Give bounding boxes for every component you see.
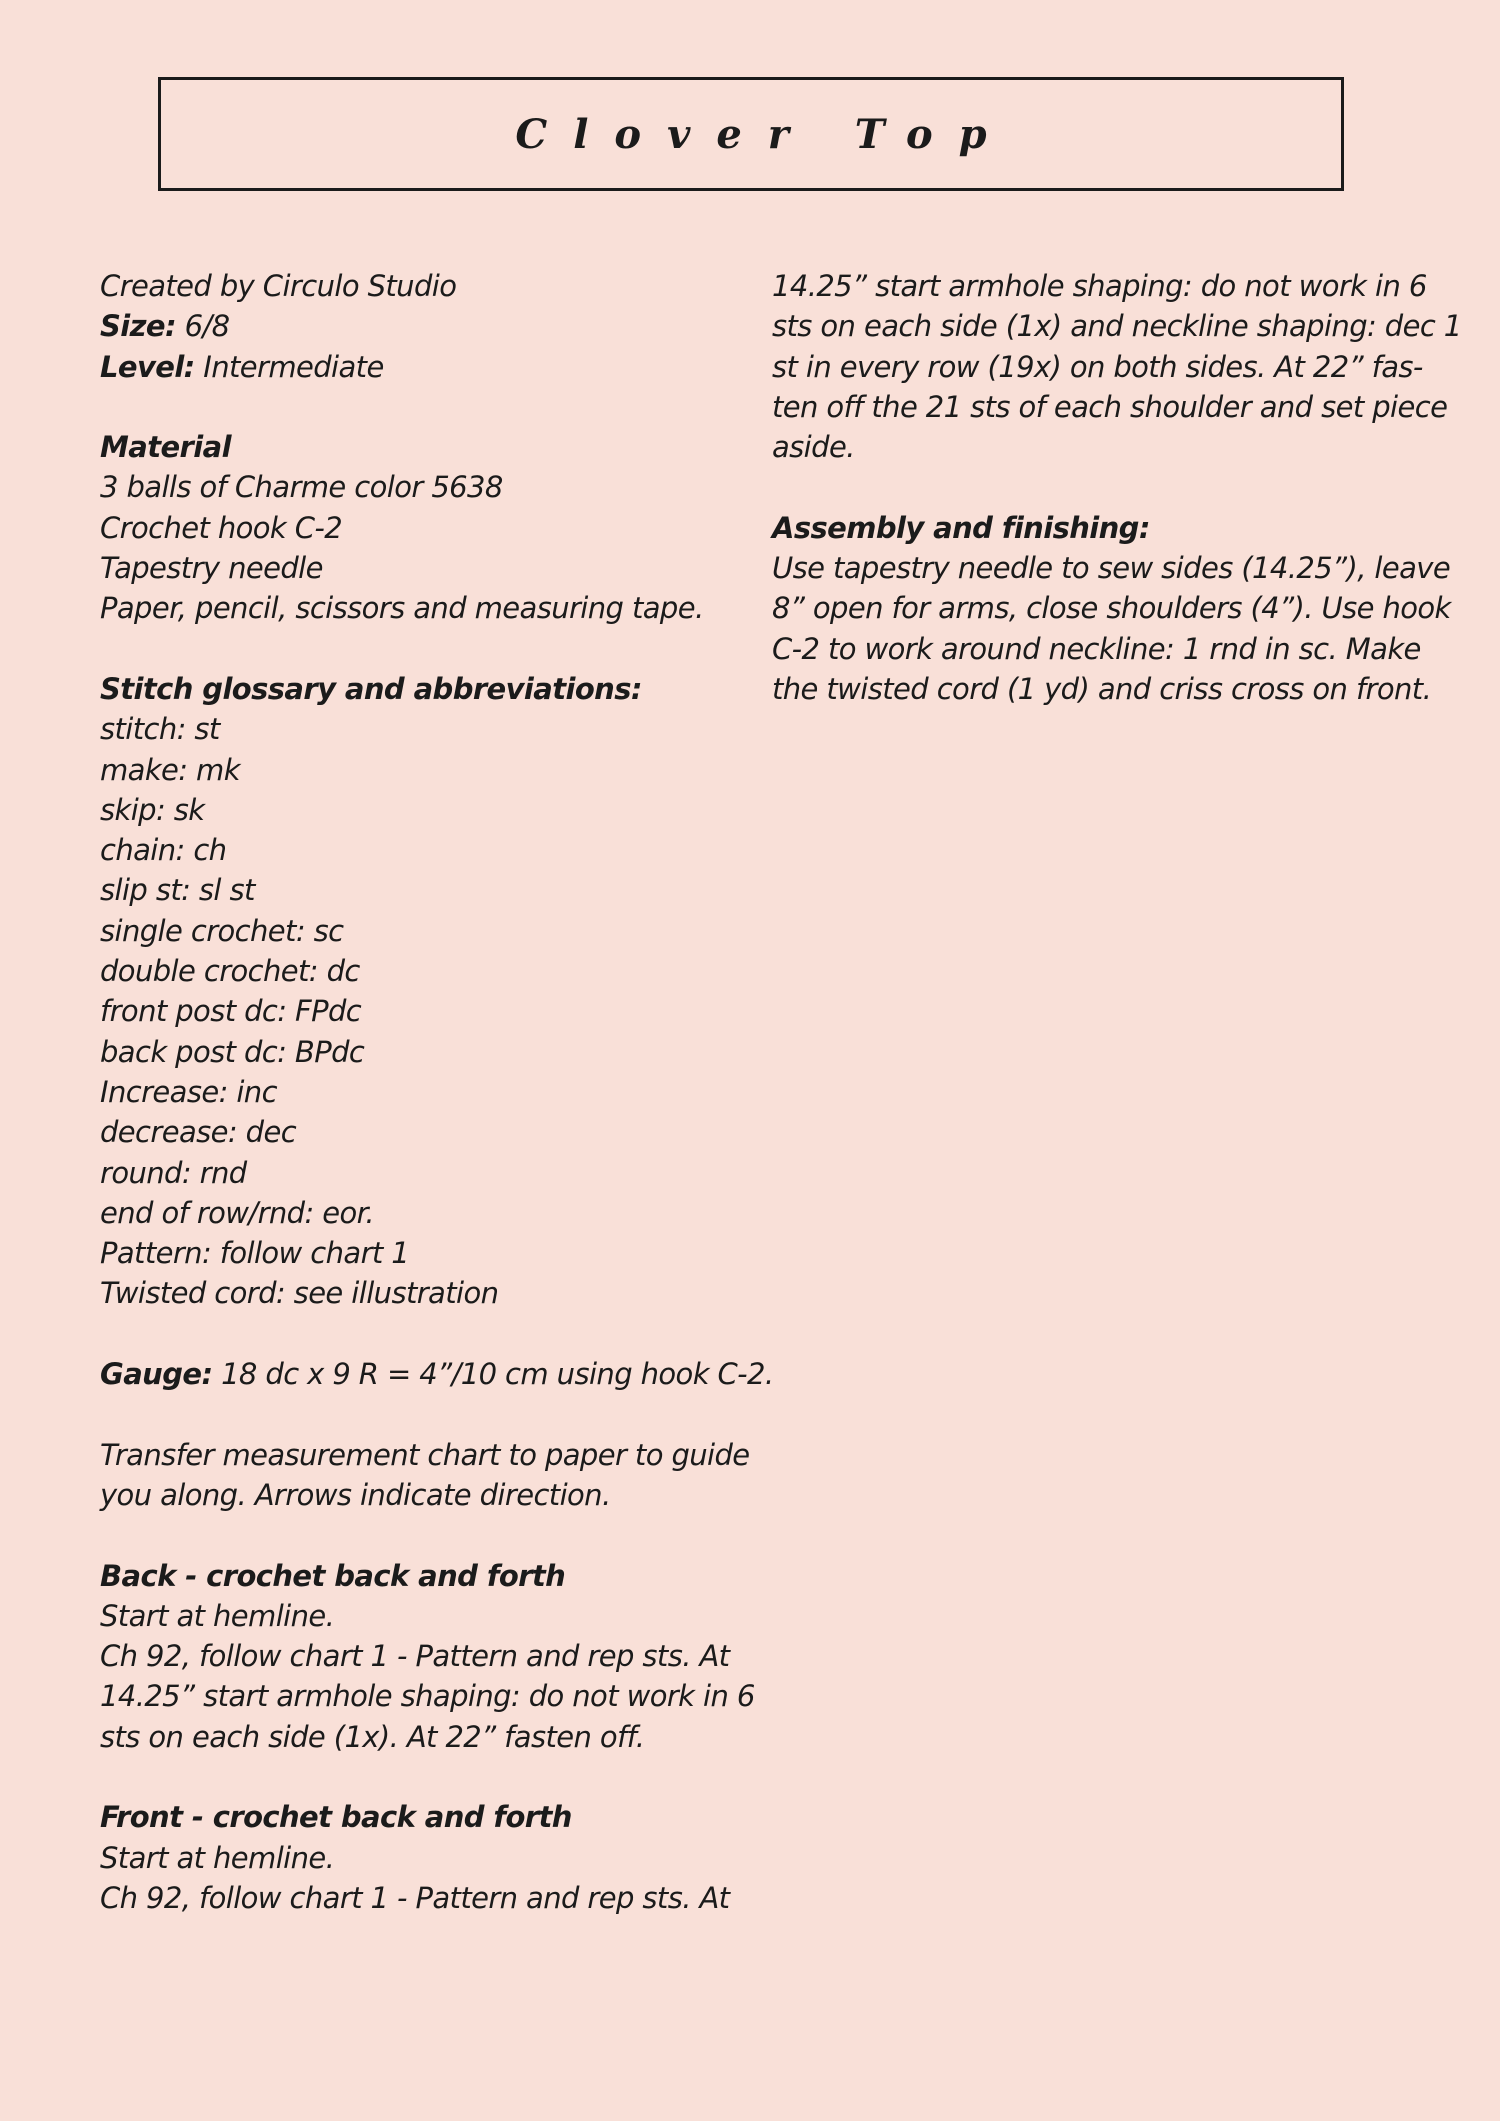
back-line: sts on each side (1x). At 22” fasten off.: [100, 1719, 645, 1754]
level-label: Level:: [100, 349, 195, 384]
right-column: [772, 266, 1462, 709]
gauge-value: 18 dc x 9 R = 4”/10 cm using hook C-2.: [212, 1357, 774, 1392]
material-heading: Material: [100, 430, 231, 465]
title-box: [158, 77, 1344, 191]
transfer-line: Transfer measurement chart to paper to guide: [100, 1437, 750, 1472]
transfer-line: you along. Arrows indicate direction.: [100, 1477, 611, 1512]
assembly-heading: Assembly and finishing:: [772, 510, 1150, 545]
glossary-heading: Stitch glossary and abbreviations:: [100, 671, 642, 706]
level-line: [100, 347, 740, 387]
front-continued-line: ten off the 21 sts of each shoulder and set piece: [772, 389, 1448, 424]
glossary-item: end of row/rnd: eor.: [100, 1195, 374, 1230]
gauge-line: [100, 1354, 774, 1394]
assembly-line: the twisted cord (1 yd) and criss cross on front.: [772, 671, 1432, 706]
material-item: Crochet hook C-2: [100, 510, 343, 545]
back-line: Ch 92, follow chart 1 - Pattern and rep sts. At: [100, 1639, 730, 1674]
front-heading: Front - crochet back and forth: [100, 1800, 572, 1835]
size-line: [100, 306, 740, 346]
gauge-label: Gauge:: [100, 1357, 213, 1392]
front-continued-line: st in every row (19x) on both sides. At 22” fas-: [772, 349, 1423, 384]
front-continued-line: sts on each side (1x) and neckline shaping: dec 1: [772, 309, 1462, 344]
glossary-item: single crochet: sc: [100, 913, 344, 948]
glossary-item: double crochet: dc: [100, 954, 360, 989]
glossary-item: Twisted cord: see illustration: [100, 1276, 499, 1311]
glossary-item: make: mk: [100, 752, 240, 787]
glossary-item: skip: sk: [100, 792, 205, 827]
back-line: Start at hemline.: [100, 1598, 335, 1633]
back-heading: Back - crochet back and forth: [100, 1558, 566, 1593]
glossary-item: Pattern: follow chart 1: [100, 1236, 410, 1271]
assembly-line: 8” open for arms, close shoulders (4”). Use hook: [772, 591, 1451, 626]
assembly-line: C-2 to work around neckline: 1 rnd in sc. Make: [772, 631, 1421, 666]
size-label: Size:: [100, 309, 176, 344]
front-continued-line: 14.25” start armhole shaping: do not work in 6: [772, 269, 1427, 303]
glossary-item: stitch: st: [100, 712, 220, 747]
front-line: Start at hemline.: [100, 1840, 335, 1875]
material-item: 3 balls of Charme color 5638: [100, 470, 503, 505]
level-value: Intermediate: [194, 349, 384, 384]
glossary-item: chain: ch: [100, 833, 227, 868]
glossary-item: slip st: sl st: [100, 873, 255, 908]
material-item: Paper, pencil, scissors and measuring tape.: [100, 591, 704, 626]
glossary-item: front post dc: FPdc: [100, 994, 362, 1029]
front-line: Ch 92, follow chart 1 - Pattern and rep sts. At: [100, 1880, 730, 1915]
front-continued-line: aside.: [772, 430, 855, 465]
size-value: 6/8: [175, 309, 230, 344]
glossary-item: back post dc: BPdc: [100, 1034, 365, 1069]
material-item: Tapestry needle: [100, 551, 323, 586]
page-title: Clover Top: [515, 110, 1013, 158]
created-by-text: Created by Circulo Studio: [100, 269, 457, 303]
glossary-item: decrease: dec: [100, 1115, 297, 1150]
left-column: [100, 266, 774, 1918]
assembly-line: Use tapestry needle to sew sides (14.25”), leave: [772, 551, 1451, 586]
glossary-item: Increase: inc: [100, 1074, 277, 1109]
back-line: 14.25” start armhole shaping: do not work in 6: [100, 1679, 755, 1714]
glossary-item: round: rnd: [100, 1155, 247, 1190]
